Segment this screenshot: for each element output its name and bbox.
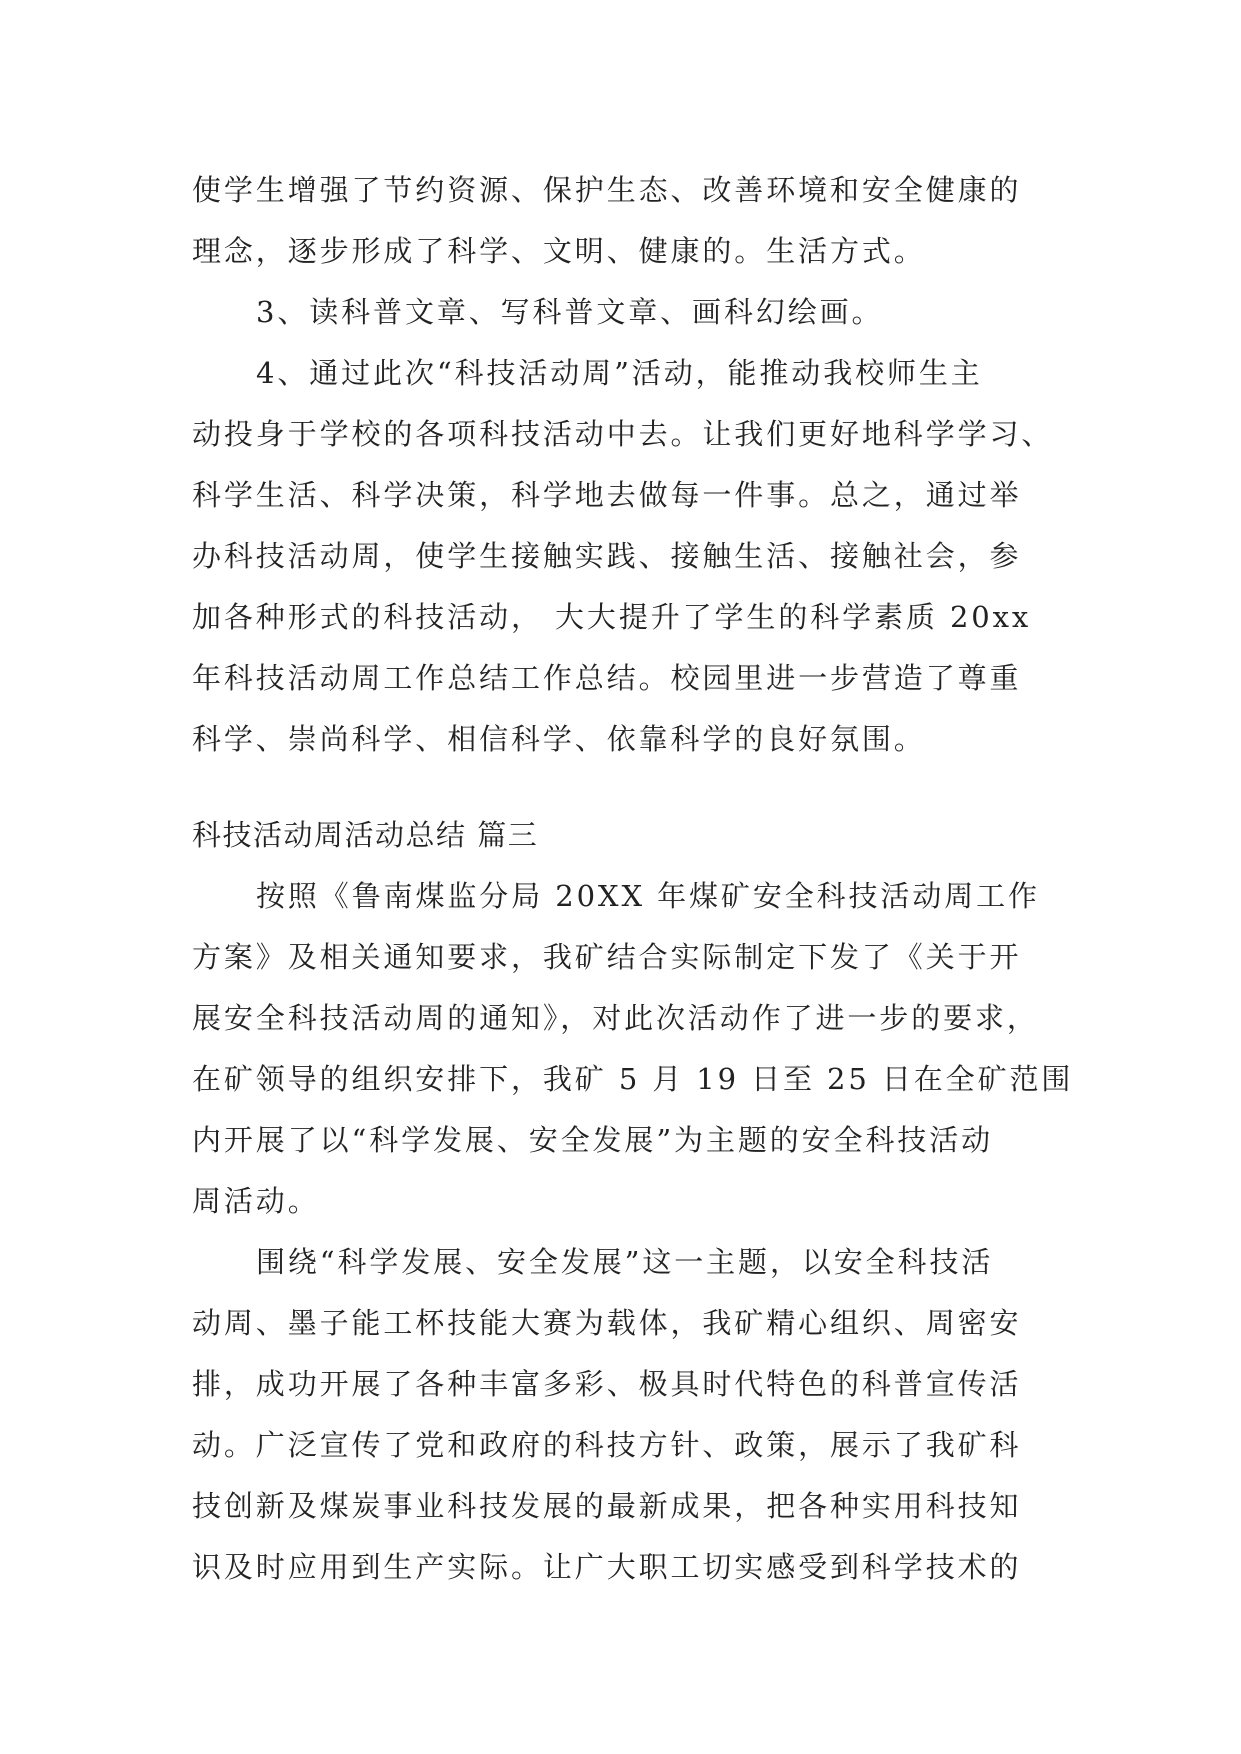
- text-line: 在矿领导的组织安排下，我矿 5 月 19 日至 25 日在全矿范围: [192, 1062, 1074, 1096]
- text-line: 周活动。: [192, 1184, 320, 1218]
- text-line: 展安全科技活动周的通知》，对此次活动作了进一步的要求，: [192, 1001, 1039, 1035]
- paragraph-3: [192, 343, 1052, 770]
- text-line: 围绕“科学发展、安全发展”这一主题，以安全科技活: [256, 1245, 994, 1279]
- paragraph-1: [192, 160, 1052, 282]
- text-line: 科学生活、科学决策，科学地去做每一件事。总之，通过举: [192, 478, 1022, 512]
- paragraph-5: [192, 1232, 1052, 1598]
- text-line: 科学、崇尚科学、相信科学、依靠科学的良好氛围。: [192, 722, 926, 756]
- document-body: [192, 160, 1074, 1598]
- paragraph-4: [192, 866, 1074, 1232]
- text-line: 理念，逐步形成了科学、文明、健康的。生活方式。: [192, 234, 926, 268]
- text-line: 内开展了以“科学发展、安全发展”为主题的安全科技活动: [192, 1123, 994, 1157]
- text-line: 识及时应用到生产实际。让广大职工切实感受到科学技术的: [192, 1550, 1022, 1584]
- text-line: 按照《鲁南煤监分局 20XX 年煤矿安全科技活动周工作: [256, 879, 1040, 913]
- text-line: 技创新及煤炭事业科技发展的最新成果，把各种实用科技知: [192, 1489, 1022, 1523]
- text-line: 动。广泛宣传了党和政府的科技方针、政策，展示了我矿科: [192, 1428, 1022, 1462]
- text-line: 动投身于学校的各项科技活动中去。让我们更好地科学学习、: [192, 417, 1054, 451]
- text-line: 动周、墨子能工杯技能大赛为载体，我矿精心组织、周密安: [192, 1306, 1022, 1340]
- text-line: 方案》及相关通知要求，我矿结合实际制定下发了《关于开: [192, 940, 1022, 974]
- text-line: 3、读科普文章、写科普文章、画科幻绘画。: [256, 295, 884, 329]
- text-line: 加各种形式的科技活动， 大大提升了学生的科学素质 20xx: [192, 600, 1032, 634]
- text-line: 4、通过此次“科技活动周”活动，能推动我校师生主: [256, 356, 983, 390]
- text-line: 使学生增强了节约资源、保护生态、改善环境和安全健康的: [192, 173, 1022, 207]
- text-line: 排，成功开展了各种丰富多彩、极具时代特色的科普宣传活: [192, 1367, 1022, 1401]
- text-line: 办科技活动周，使学生接触实践、接触生活、接触社会，参: [192, 539, 1022, 573]
- text-line: 年科技活动周工作总结工作总结。校园里进一步营造了尊重: [192, 661, 1022, 695]
- section-heading: 科技活动周活动总结 篇三: [192, 818, 539, 852]
- paragraph-2: [192, 282, 1052, 343]
